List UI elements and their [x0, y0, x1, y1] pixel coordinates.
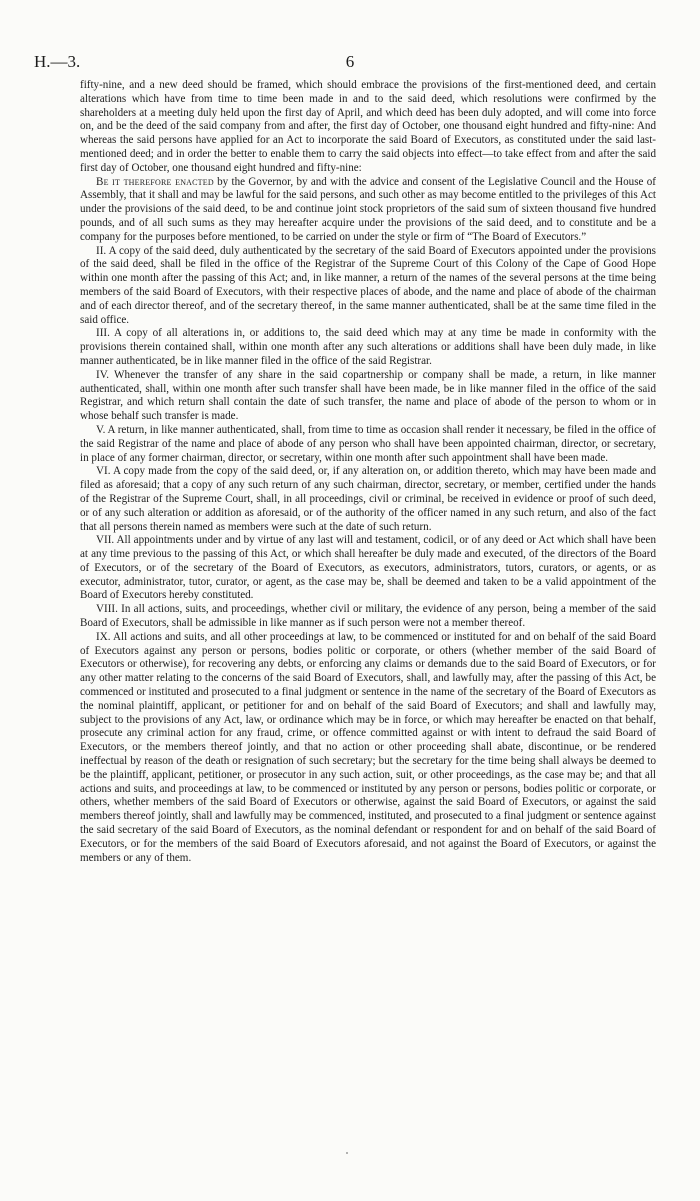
section-paragraph: IX. All actions and suits, and all other proceedings at law, to be commenced or instituted for and on behalf of the said Board of Executors against any person or persons, bodies politic or corporate, or others (whether member of the said Board of Executors or otherwise), for recovering any debts, or enforcing any claims or demands due to the said Board of Executors, or for any other matter relating to the concerns of the said Board of Executors, shall, and lawfully may, after the passing of this Act, be commenced or instituted and prosecuted to a final judgment or sentence in the name of the secretary of the Board of Executors as the nominal plaintiff, applicant, or petitioner for and on behalf of the said Board of Executors; and shall and lawfully may, subject to the provisions of any Act, law, or ordinance which may be in force, or which may hereafter be enacted on that behalf, prosecute any criminal action for any fraud, crime, or offence committed against or with intent to defraud the said Board of Executors, or the members thereof jointly, and that no action or other proceeding shall abate, discontinue, or be rendered ineffectual by reason of the death or resignation of such secretary; but the secretary for the time being shall always be deemed to be the plaintiff, applicant, petitioner, or prosecutor in any such action, suit, or other proceedings, as the case may be; and that all actions and suits, and proceedings at law, to be commenced or instituted by any person or persons, bodies politic or corporate, or others, whether members of the said Board of Executors or otherwise, against the said Board of Executors, or against the said members thereof jointly, shall and lawfully may be commenced, instituted, and prosecuted to a final judgment or sentence against the said secretary of the said Board of Executors, as the nominal defendant or respondent for and on behalf of the said Board of Executors, or for the members of the said Board of Executors aforesaid, and not against the Board of Executors, or against the members or any of them. [80, 630, 656, 864]
preamble-paragraph: fifty-nine, and a new deed should be framed, which should embrace the provisions of the first-mentioned deed, and certain alterations which have from time to time been made in and to the said deed, which resolutions were confirmed by the shareholders at a meeting duly held upon the first day of April, and which deed has been duly adopted, and will come into force on, and be the deed of the said company from and after, the first day of October, one thousand eight hundred and fifty-nine: And whereas the said persons have applied for an Act to incorporate the said Board of Executors, as constituted under the said last-mentioned deed; and in order the better to enable them to carry the said objects into effect—to take effect from and after the said first day of October, one thousand eight hundred and fifty-nine: [80, 79, 656, 174]
section-paragraph: VI. A copy made from the copy of the said deed, or, if any alteration on, or addition thereto, which may have been made and filed as aforesaid; that a copy of any such return of any such chairman, director, secretary, or member, certified under the hands of the Registrar of the Supreme Court, shall, in all proceedings, civil or criminal, be received in evidence or proof of such deed, or of any such alteration or addition as aforesaid, or of the authority of the officer named in any such return, and also of the fact that all persons therein named as members were such at the date of such return. [80, 465, 656, 533]
section-paragraph: III. A copy of all alterations in, or additions to, the said deed which may at any time be made in conformity with the provisions therein contained shall, within one month after any such alterations or additions shall have been duly made, in like manner authenticated, be in like manner filed in the office of the said Registrar. [80, 327, 656, 367]
section-paragraph: II. A copy of the said deed, duly authenticated by the secretary of the said Board of Executors appointed under the provisions of the said deed, shall be filed in the office of the Registrar of the Supreme Court of this Colony of the Cape of Good Hope within one month after the passing of this Act; and, in like manner, a return of the names of the several persons at the time being members of the said Board of Executors, with their respective places of abode, and the name and place of abode of the chairman and of each director thereof, and of the secretary thereof, in the same manner authenticated, shall be at the same time filed in the said office. [80, 244, 656, 326]
enacting-text: by the Governor, by and with the advice and consent of the Legislative Council and the House of Assembly, that it shall and may be lawful for the said persons, and such other as may become entitled to the privileges of this Act under the provisions of the said deed, to be and continue joint stock proprietors of the said sum of sixteen thousand five hundred pounds, and of all such sums as they may hereafter acquire under the provisions of the said deed, and to constitute and be a company for the purposes before mentioned, to be carried on under the style or firm of “The Board of Executors.” [80, 175, 656, 243]
document-body [80, 79, 656, 865]
enacting-clause [80, 176, 656, 245]
section-paragraph: VII. All appointments under and by virtue of any last will and testament, codicil, or of any deed or Act which shall have been at any time previous to the passing of this Act, or which shall hereafter be duly made and executed, of the directors of the Board of Executors, or of the secretary of the Board of Executors, as executors, administrators, tutors, curators, or agents, or as executor, administrator, tutor, curator, or agent, as the case may be, shall be deemed and taken to be a valid appointment of the Board of Executors hereby constituted. [80, 534, 656, 602]
section-paragraph: VIII. In all actions, suits, and proceedings, whether civil or military, the evidence of any person, being a member of the said Board of Executors, shall be admissible in like manner as if such person were not a member thereof. [80, 603, 656, 630]
page-number: 6 [345, 52, 355, 71]
document-reference: H.—3. [34, 52, 81, 71]
page-speck [346, 1152, 348, 1154]
section-paragraph: V. A return, in like manner authenticated, shall, from time to time as occasion shall render it necessary, be filed in the office of the said Registrar of the name and place of abode of any person who shall have been appointed chairman, director, or secretary, in place of any former chairman, director, or secretary, within one month after such appointment shall have been made. [80, 423, 656, 464]
page-header [34, 52, 666, 74]
section-paragraph: IV. Whenever the transfer of any share in the said copartnership or company shall be made, a return, in like manner authenticated, shall, within one month after such transfer shall have been made, be in like manner filed in the office of the said Registrar, and which return shall contain the date of such transfer, the name and place of abode of the person to whom or in whose behalf such transfer is made. [80, 368, 656, 423]
enacting-lead: Be it therefore enacted [96, 175, 214, 188]
